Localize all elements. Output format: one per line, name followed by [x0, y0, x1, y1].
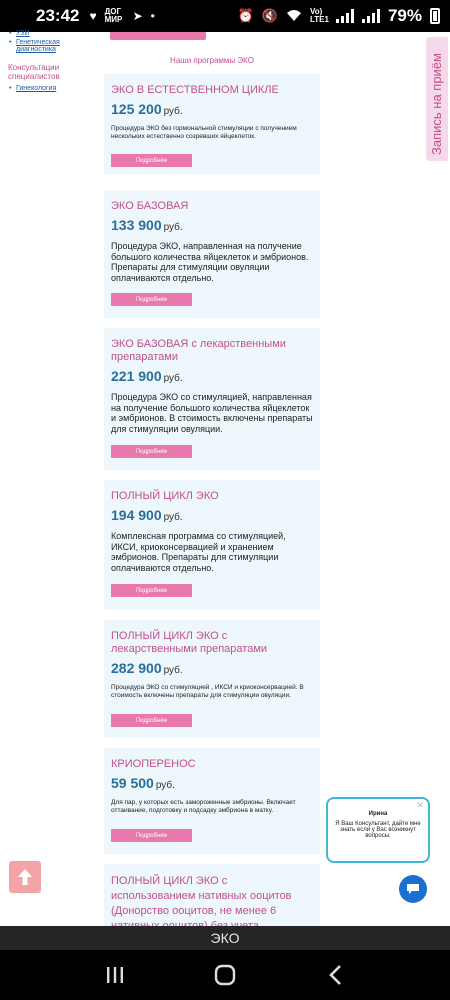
previous-more-button[interactable] [110, 32, 206, 40]
program-price: 282 900 руб. [111, 660, 183, 676]
signal-icon [336, 9, 354, 23]
sidebar-link-genetics[interactable]: • Генетическая диагностика [16, 39, 100, 53]
page-title: ЭКО [210, 930, 240, 946]
page-title-bar [0, 926, 450, 950]
home-icon [214, 964, 236, 986]
chat-button[interactable] [399, 875, 427, 903]
section-title: Наши программы ЭКО [170, 56, 254, 65]
more-button[interactable]: Подробнее [111, 584, 192, 597]
program-description: Комплексная программа со стимуляцией, ИКСИ, криоконсервацией и хранением эмбрионов. Препараты для стимуляции оплачиваются отдельно. [111, 531, 286, 573]
sidebar-link-uzi[interactable]: • УЗИ [16, 30, 100, 37]
battery-icon [430, 8, 440, 24]
program-title: ЭКО БАЗОВАЯ с лекарственными препаратами [111, 338, 286, 363]
signal2-icon [362, 9, 380, 23]
alarm-icon: ⏰ [237, 8, 254, 23]
appointment-tab[interactable] [426, 37, 448, 161]
back-icon [327, 964, 343, 986]
status-time: 23:42 [36, 6, 80, 25]
arrow-up-icon [17, 868, 33, 886]
dot-icon: • [150, 9, 155, 23]
close-icon[interactable]: ✕ [416, 800, 424, 810]
mute-icon: 🔇 [261, 8, 278, 23]
program-title: ЭКО БАЗОВАЯ [111, 200, 189, 212]
status-bar [0, 0, 450, 32]
more-button[interactable]: Подробнее [111, 829, 192, 842]
back-button[interactable] [315, 955, 355, 995]
wifi-icon [286, 8, 302, 25]
program-description: Процедура ЭКО без гормональной стимуляции с получением нескольких естественно созревших яйцеклеток. [111, 125, 297, 140]
sidebar-heading: Консультации специалистов [8, 63, 60, 81]
volte-badge: Vo) LTE1 [309, 7, 329, 24]
chat-popup[interactable] [326, 797, 430, 863]
program-card [104, 328, 320, 470]
program-title: ПОЛНЫЙ ЦИКЛ ЭКО [111, 490, 219, 502]
program-price: 221 900 руб. [111, 368, 183, 384]
web-page[interactable] [0, 32, 450, 926]
more-button[interactable]: Подробнее [111, 154, 192, 167]
appointment-tab-label: Запись на приём [429, 53, 444, 155]
program-title: КРИОПЕРЕНОС [111, 758, 196, 770]
program-price: 194 900 руб. [111, 507, 183, 523]
program-card [104, 190, 320, 318]
program-description: Процедура ЭКО со стимуляцией , ИКСИ и криоконсервацией. В стоимость включены препараты для стимуляции овуляции. [111, 684, 304, 699]
chat-icon [406, 883, 420, 896]
program-description: Для пар, у которых есть замороженные эмбрионы. Включает оттаивание, подготовку и подсадку эмбриона в матку. [111, 799, 296, 814]
telegram-icon: ➤ [132, 9, 143, 23]
battery-percent: 79% [387, 6, 422, 25]
program-title: ЭКО В ЕСТЕСТВЕННОМ ЦИКЛЕ [111, 84, 279, 96]
more-button[interactable]: Подробнее [111, 293, 192, 306]
network-badge: ДОГ МИР [104, 7, 123, 24]
heart-icon: ♥ [89, 9, 97, 23]
home-button[interactable] [205, 955, 245, 995]
program-card [104, 620, 320, 738]
more-button[interactable]: Подробнее [111, 445, 192, 458]
more-button[interactable]: Подробнее [111, 714, 192, 727]
program-title: ПОЛНЫЙ ЦИКЛ ЭКО с использованием нативных ооцитов (Донорство ооцитов, не менее 6 [111, 875, 292, 917]
program-price: 59 500 руб. [111, 775, 175, 791]
program-price: 125 200 руб. [111, 101, 183, 117]
chat-agent-name: Ирина [368, 811, 388, 817]
program-title: ПОЛНЫЙ ЦИКЛ ЭКО с лекарственными препаратами [111, 630, 268, 655]
chat-message: Я Ваш Консультант, дайте мне знать если у Вас возникнут вопросы. [335, 821, 421, 839]
program-card [104, 748, 320, 854]
sidebar-link-gynecology[interactable]: • Гинекология [16, 85, 100, 92]
program-card [104, 74, 320, 174]
program-description: Процедура ЭКО со стимуляцией, направленная на получение большого количества яйцеклеток и эмбрионов. В стоимость включены препараты для стимуляции овуляции. [111, 392, 313, 434]
program-price: 133 900 руб. [111, 217, 183, 233]
system-navbar [0, 950, 450, 1000]
program-description: Процедура ЭКО, направленная на получение большого количества яйцеклеток и эмбрионов. Препараты для стимуляции овуляции оплачиваются отдельно. [111, 241, 309, 283]
recent-apps-button[interactable] [95, 955, 135, 995]
scroll-top-button[interactable] [9, 861, 41, 893]
recent-apps-icon [105, 965, 125, 985]
program-card [104, 480, 320, 610]
sidebar [8, 32, 100, 92]
